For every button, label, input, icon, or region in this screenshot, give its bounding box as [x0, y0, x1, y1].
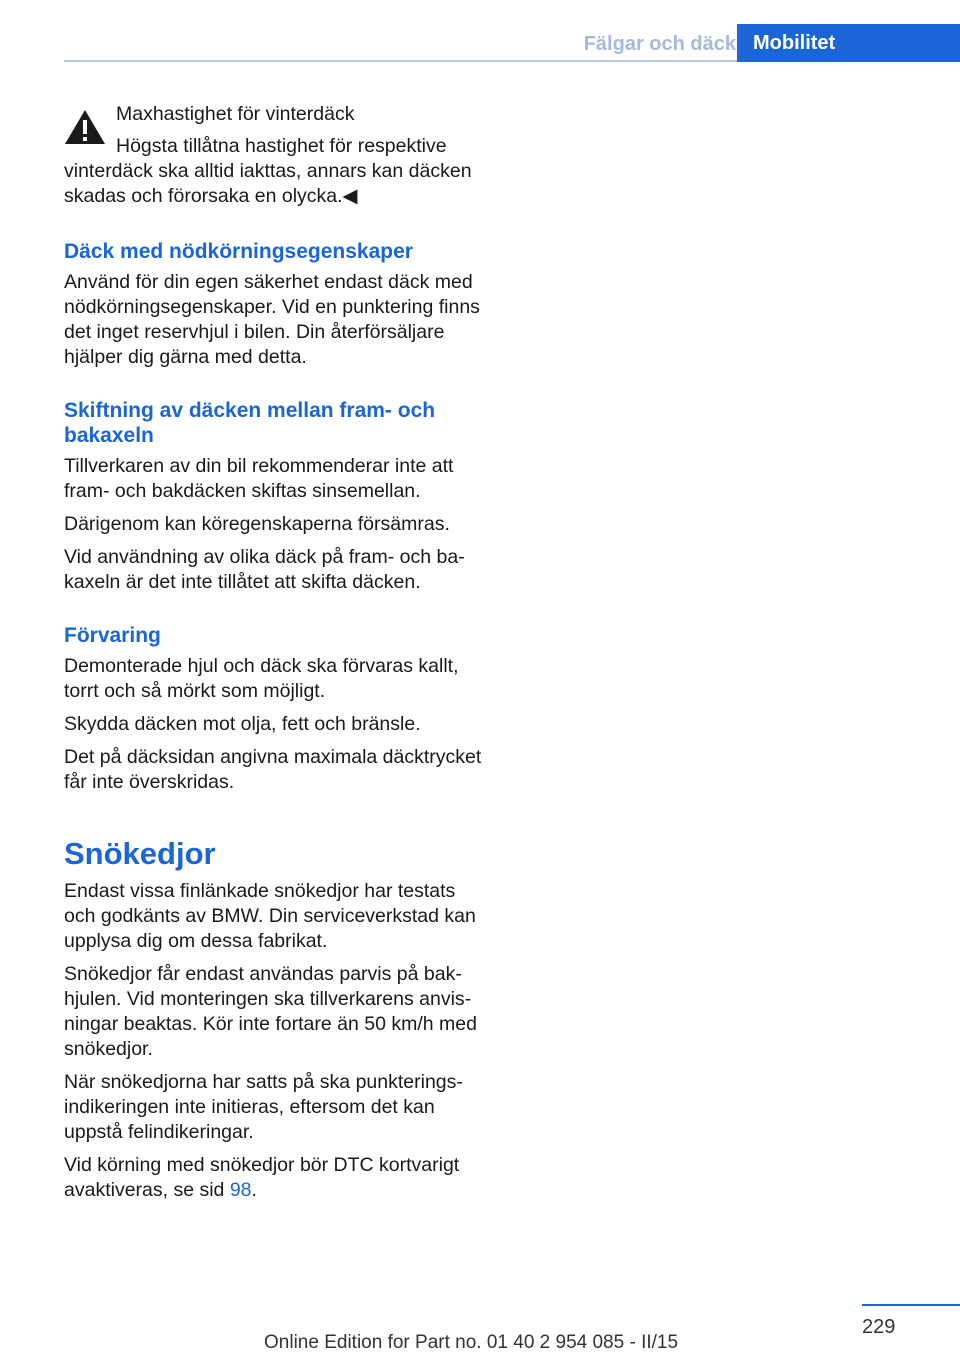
- section-paragraph: Skydda däcken mot olja, fett och bränsle.: [64, 713, 421, 735]
- section-paragraph: Endast vissa finlänkade snökedjor har testats och godkänts av BMW. Din serviceverkstad kan upplysa dig om dessa fabrikat.: [64, 880, 476, 952]
- section-paragraph: Använd för din egen säkerhet endast däck med nödkörningsegenskaper. Vid en punktering finns det inget reservhjul i bilen. Din återförsäljare hjälper dig gärna med detta.: [64, 271, 480, 368]
- section-paragraph: Snökedjor får endast användas parvis på bakhjulen. Vid monteringen ska tillverkarens anvisningar beaktas. Kör inte fortare än 50 km/h med snökedjor.: [64, 963, 477, 1060]
- footer-rule: [862, 1304, 960, 1306]
- chapter-heading-snow-chains: Snökedjor: [64, 836, 216, 871]
- warning-title: Maxhastighet för vinterdäck: [116, 103, 355, 125]
- warning-triangle-icon: [64, 108, 106, 146]
- section-paragraph: Vid användning av olika däck på fram- och bakaxeln är det inte tillåtet att skifta däcken.: [64, 546, 465, 593]
- warning-box: [64, 100, 482, 209]
- edition-note: Online Edition for Part no. 01 40 2 954 085 - II/15: [264, 1332, 679, 1353]
- section-paragraph-dtc: [64, 1153, 482, 1203]
- section-heading-rotation: Skiftning av däcken mellan fram- och bakaxeln: [64, 399, 436, 447]
- page-reference-link[interactable]: 98: [229, 1179, 252, 1201]
- warning-line: Högsta tillåtna hastighet för respektive: [116, 135, 447, 157]
- section-heading-run-flat: Däck med nödkörningsegenskaper: [64, 240, 413, 263]
- page-number: 229: [862, 1316, 896, 1338]
- warning-text: vinterdäck ska alltid iakttas, annars kan däcken skadas och förorsaka en olycka.◀: [64, 160, 472, 207]
- header-section-tab[interactable]: Fälgar och däck: [583, 33, 736, 55]
- dtc-text-end: .: [251, 1179, 257, 1201]
- section-paragraph: Det på däcksidan angivna maximala däcktrycket får inte överskridas.: [64, 746, 482, 793]
- section-paragraph: Tillverkaren av din bil rekommenderar inte att fram- och bakdäcken skiftas sinsemellan.: [64, 455, 454, 502]
- page-content: [64, 100, 482, 1211]
- header-chapter-tab[interactable]: Mobilitet: [737, 24, 960, 62]
- section-paragraph: Därigenom kan köregenskaperna försämras.: [64, 513, 450, 535]
- dtc-text: Vid körning med snökedjor bör DTC kortvarigt avaktiveras, se sid: [64, 1154, 460, 1201]
- section-heading-storage: Förvaring: [64, 624, 161, 647]
- section-paragraph: När snökedjorna har satts på ska punkteringsindikeringen inte initieras, eftersom det kan uppstå felindikeringar.: [64, 1071, 463, 1143]
- section-paragraph: Demonterade hjul och däck ska förvaras kallt, torrt och så mörkt som möjligt.: [64, 655, 459, 702]
